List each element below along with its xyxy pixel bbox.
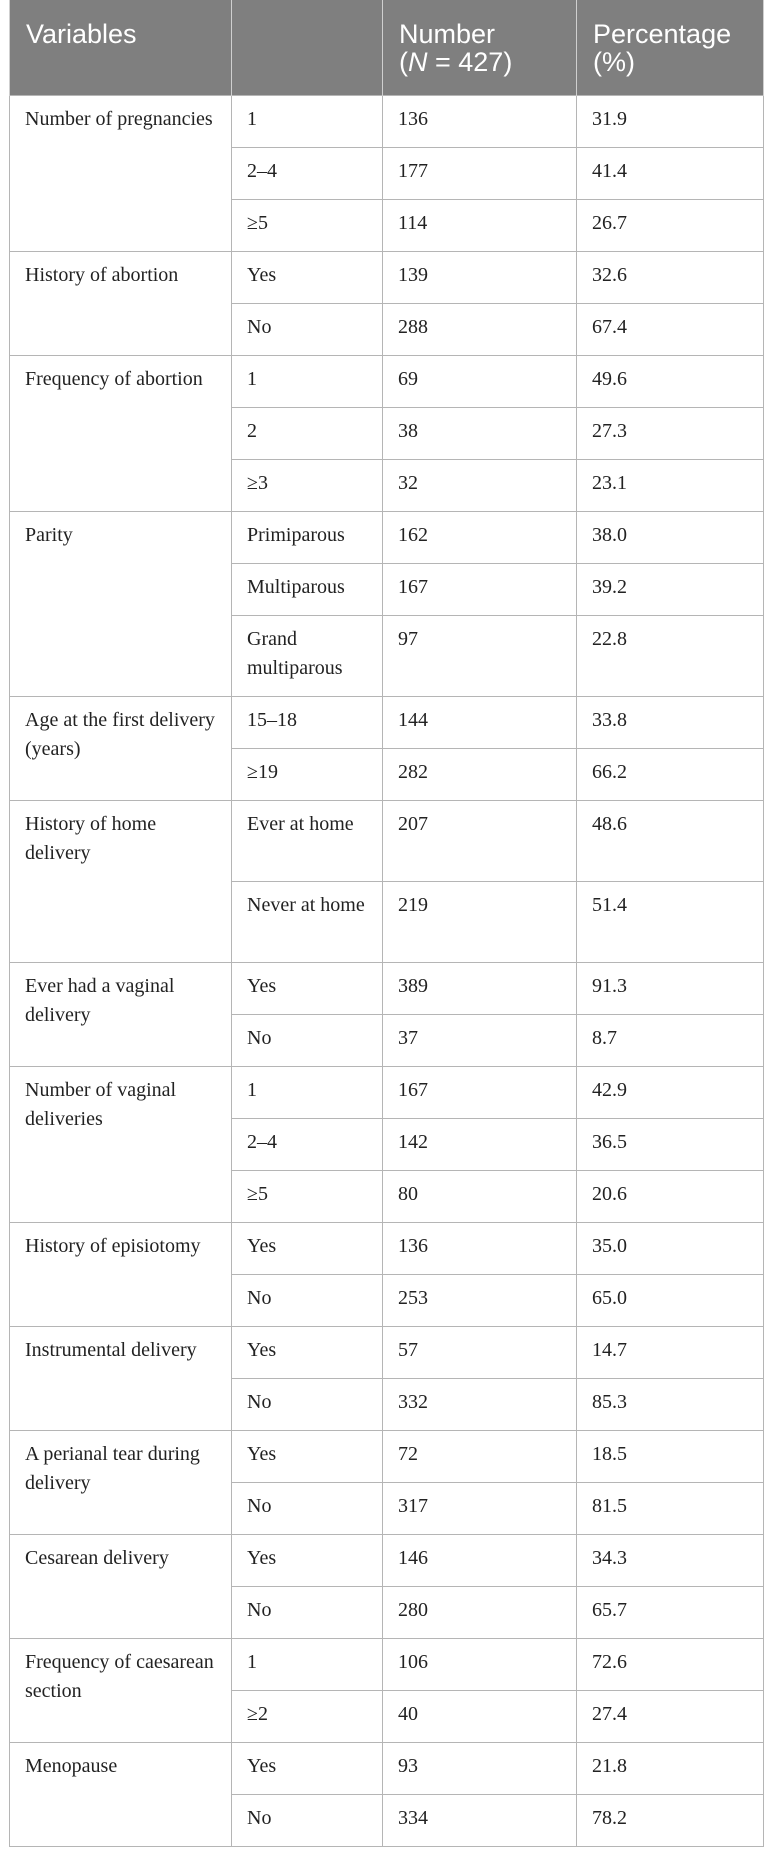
category-cell: ≥5 [232, 199, 383, 251]
table-row [10, 696, 764, 748]
percentage-cell: 32.6 [577, 251, 764, 303]
percentage-cell: 8.7 [577, 1014, 764, 1066]
number-cell: 317 [383, 1482, 577, 1534]
table-body [10, 95, 764, 1846]
percentage-cell: 78.2 [577, 1794, 764, 1846]
percentage-cell: 33.8 [577, 696, 764, 748]
variable-cell: Instrumental delivery [10, 1326, 232, 1430]
percentage-cell: 66.2 [577, 748, 764, 800]
table-row [10, 800, 764, 881]
category-cell: 15–18 [232, 696, 383, 748]
percentage-cell: 67.4 [577, 303, 764, 355]
category-cell: ≥5 [232, 1170, 383, 1222]
table-row [10, 1534, 764, 1586]
percentage-cell: 35.0 [577, 1222, 764, 1274]
number-cell: 288 [383, 303, 577, 355]
category-cell: No [232, 303, 383, 355]
variable-cell: History of episiotomy [10, 1222, 232, 1326]
percentage-cell: 23.1 [577, 459, 764, 511]
number-cell: 219 [383, 881, 577, 962]
table-row [10, 1326, 764, 1378]
variable-cell: History of home delivery [10, 800, 232, 962]
percentage-cell: 38.0 [577, 511, 764, 563]
number-cell: 389 [383, 962, 577, 1014]
table-header [10, 0, 764, 95]
category-cell: Yes [232, 1326, 383, 1378]
header-number-label: Number [399, 19, 496, 49]
header-number-total: = 427) [427, 47, 513, 77]
number-cell: 253 [383, 1274, 577, 1326]
category-cell: 2 [232, 407, 383, 459]
number-cell: 69 [383, 355, 577, 407]
category-cell: 2–4 [232, 1118, 383, 1170]
number-cell: 57 [383, 1326, 577, 1378]
variable-cell: A perianal tear during delivery [10, 1430, 232, 1534]
number-cell: 282 [383, 748, 577, 800]
category-cell: Primiparous [232, 511, 383, 563]
table-row [10, 1430, 764, 1482]
percentage-cell: 72.6 [577, 1638, 764, 1690]
category-cell: Yes [232, 1222, 383, 1274]
category-cell: 1 [232, 1638, 383, 1690]
category-cell: Yes [232, 1742, 383, 1794]
variable-cell: Ever had a vaginal delivery [10, 962, 232, 1066]
percentage-cell: 41.4 [577, 147, 764, 199]
category-cell: Ever at home [232, 800, 383, 881]
number-cell: 332 [383, 1378, 577, 1430]
number-cell: 93 [383, 1742, 577, 1794]
variable-cell: Frequency of caesarean section [10, 1638, 232, 1742]
number-cell: 139 [383, 251, 577, 303]
percentage-cell: 85.3 [577, 1378, 764, 1430]
category-cell: Yes [232, 962, 383, 1014]
table-row [10, 1742, 764, 1794]
category-cell: ≥3 [232, 459, 383, 511]
table-row [10, 511, 764, 563]
percentage-cell: 91.3 [577, 962, 764, 1014]
percentage-cell: 20.6 [577, 1170, 764, 1222]
number-cell: 142 [383, 1118, 577, 1170]
number-cell: 146 [383, 1534, 577, 1586]
percentage-cell: 48.6 [577, 800, 764, 881]
number-cell: 136 [383, 1222, 577, 1274]
header-category [232, 0, 383, 95]
percentage-cell: 34.3 [577, 1534, 764, 1586]
percentage-cell: 81.5 [577, 1482, 764, 1534]
percentage-cell: 65.7 [577, 1586, 764, 1638]
header-row [10, 0, 764, 95]
percentage-cell: 65.0 [577, 1274, 764, 1326]
number-cell: 280 [383, 1586, 577, 1638]
category-cell: No [232, 1274, 383, 1326]
variable-cell: History of abortion [10, 251, 232, 355]
variable-cell: Menopause [10, 1742, 232, 1846]
category-cell: Yes [232, 251, 383, 303]
variable-cell: Number of vaginal deliveries [10, 1066, 232, 1222]
number-cell: 136 [383, 95, 577, 147]
variable-cell: Parity [10, 511, 232, 696]
number-cell: 38 [383, 407, 577, 459]
category-cell: 1 [232, 95, 383, 147]
number-cell: 114 [383, 199, 577, 251]
category-cell: No [232, 1482, 383, 1534]
number-cell: 207 [383, 800, 577, 881]
category-cell: Yes [232, 1534, 383, 1586]
percentage-cell: 14.7 [577, 1326, 764, 1378]
category-cell: Yes [232, 1430, 383, 1482]
percentage-cell: 31.9 [577, 95, 764, 147]
category-cell: ≥19 [232, 748, 383, 800]
header-number-n: N [408, 47, 428, 77]
percentage-cell: 49.6 [577, 355, 764, 407]
category-cell: Never at home [232, 881, 383, 962]
percentage-cell: 22.8 [577, 615, 764, 696]
header-variables: Variables [10, 0, 232, 95]
category-cell: No [232, 1378, 383, 1430]
percentage-cell: 36.5 [577, 1118, 764, 1170]
category-cell: No [232, 1794, 383, 1846]
header-number [383, 0, 577, 95]
table-row [10, 1066, 764, 1118]
number-cell: 167 [383, 1066, 577, 1118]
category-cell: Grand multiparous [232, 615, 383, 696]
number-cell: 32 [383, 459, 577, 511]
header-percentage-unit: (%) [593, 47, 635, 77]
category-cell: 2–4 [232, 147, 383, 199]
percentage-cell: 39.2 [577, 563, 764, 615]
percentage-cell: 51.4 [577, 881, 764, 962]
table-row [10, 1638, 764, 1690]
number-cell: 162 [383, 511, 577, 563]
variable-cell: Age at the first delivery (years) [10, 696, 232, 800]
number-cell: 177 [383, 147, 577, 199]
number-cell: 37 [383, 1014, 577, 1066]
table-row [10, 355, 764, 407]
variable-cell: Cesarean delivery [10, 1534, 232, 1638]
variable-cell: Frequency of abortion [10, 355, 232, 511]
number-cell: 106 [383, 1638, 577, 1690]
number-cell: 97 [383, 615, 577, 696]
header-percentage [577, 0, 764, 95]
number-cell: 40 [383, 1690, 577, 1742]
table-row [10, 1222, 764, 1274]
number-cell: 167 [383, 563, 577, 615]
percentage-cell: 27.4 [577, 1690, 764, 1742]
data-table [9, 0, 764, 1847]
table-row [10, 962, 764, 1014]
category-cell: No [232, 1586, 383, 1638]
header-percentage-label: Percentage [593, 19, 732, 49]
category-cell: No [232, 1014, 383, 1066]
number-cell: 334 [383, 1794, 577, 1846]
percentage-cell: 21.8 [577, 1742, 764, 1794]
number-cell: 72 [383, 1430, 577, 1482]
category-cell: 1 [232, 355, 383, 407]
number-cell: 144 [383, 696, 577, 748]
table-row [10, 251, 764, 303]
category-cell: ≥2 [232, 1690, 383, 1742]
percentage-cell: 27.3 [577, 407, 764, 459]
category-cell: 1 [232, 1066, 383, 1118]
category-cell: Multiparous [232, 563, 383, 615]
table-row [10, 95, 764, 147]
percentage-cell: 18.5 [577, 1430, 764, 1482]
number-cell: 80 [383, 1170, 577, 1222]
percentage-cell: 26.7 [577, 199, 764, 251]
header-number-open: ( [399, 47, 408, 77]
percentage-cell: 42.9 [577, 1066, 764, 1118]
variable-cell: Number of pregnancies [10, 95, 232, 251]
